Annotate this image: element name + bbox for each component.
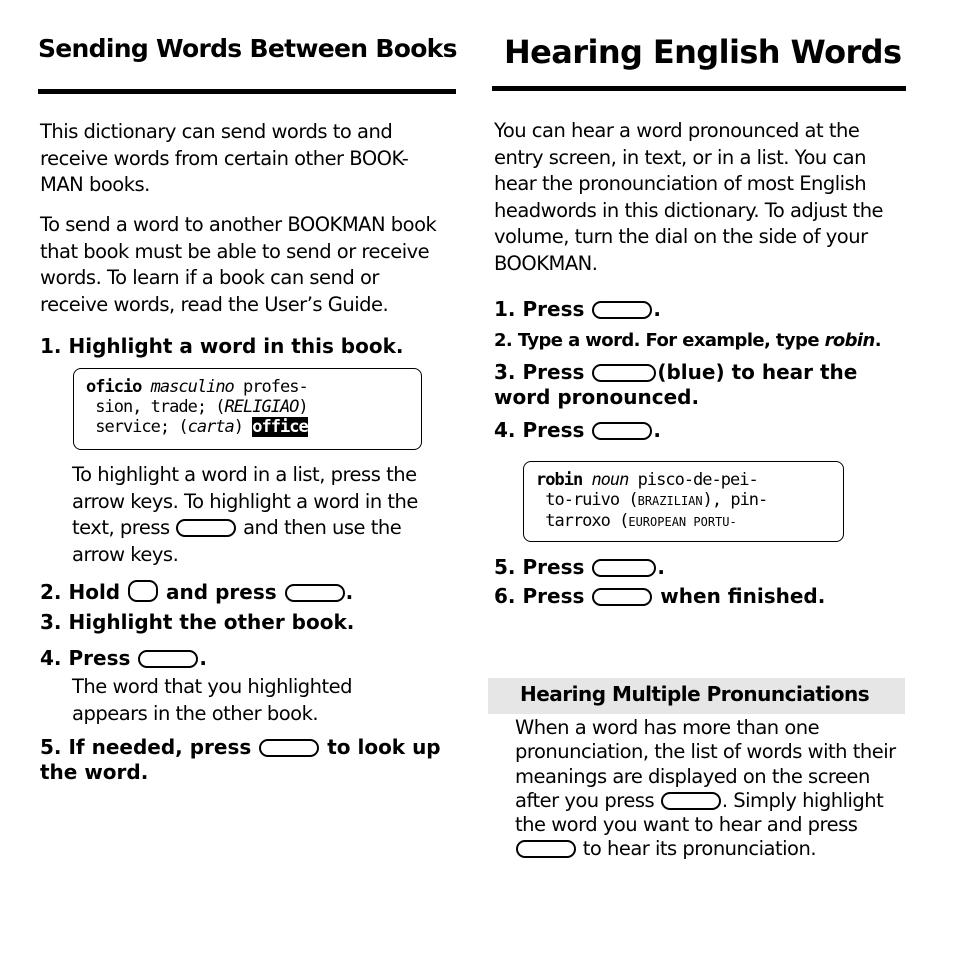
screen-label: BRAZILIAN [637, 494, 703, 508]
left-step-5 [40, 735, 458, 785]
step-text: . [874, 330, 881, 351]
screen-label: RELIGIAO [224, 397, 299, 417]
right-step-1 [494, 297, 661, 322]
screen-text: service; ( [86, 417, 188, 437]
step-text: . [657, 555, 665, 579]
blue-key-icon [592, 559, 656, 577]
left-step-3: 3. Highlight the other book. [40, 610, 355, 634]
send-key-icon [285, 584, 345, 602]
modifier-key-icon [128, 580, 158, 602]
enter-key-icon [592, 422, 652, 440]
device-screen-robin [523, 461, 844, 542]
step-text: 5. Press [494, 555, 592, 579]
right-intro-paragraph: You can hear a word pronounced at the entry screen, in text, or in a list. You can hear the pronounciation of most English headwords in this dictionary. To adjust the volume, turn the dial on the side of your BOOKMAN. [494, 119, 884, 275]
multiple-pronunciations-subheading-bar [488, 678, 905, 714]
left-step-4 [40, 646, 207, 671]
speaker-key-icon [592, 301, 652, 319]
multiple-pronunciations-subheading: Hearing Multiple Pronunciations [520, 682, 870, 706]
screen-label: carta [187, 417, 234, 437]
enter-key-icon [138, 650, 198, 668]
screen-part-of-speech: noun [591, 470, 629, 490]
right-heading-rule [492, 86, 906, 91]
step-text: 4. Press [494, 418, 592, 442]
step-text: . [653, 418, 661, 442]
screen-text: profes- [233, 377, 308, 397]
screen-text: to-ruivo ( [536, 490, 638, 510]
left-intro-paragraph: This dictionary can send words to and receive words from certain other BOOK-MAN books. [40, 120, 409, 196]
hint-text: and then use the arrow keys. [72, 516, 402, 566]
left-highlight-hint [72, 462, 456, 568]
step-text: and press [159, 580, 284, 604]
blue-key-icon [516, 840, 576, 858]
right-step-6 [494, 584, 825, 609]
right-step-5 [494, 555, 665, 580]
screen-text: pisco-de-pei- [628, 470, 758, 490]
step-text: when finished. [653, 584, 826, 608]
step-text: . [199, 646, 207, 670]
left-requirement-paragraph: To send a word to another BOOKMAN book that book must be able to send or receive words. To learn if a book can send or receive words, read the User’s Guide. [40, 213, 437, 316]
step-text: (blue) to hear the word pronounced. [494, 360, 858, 409]
step-text: . [345, 580, 354, 604]
screen-highlighted-word: office [252, 417, 308, 437]
screen-text: ) [233, 417, 253, 437]
step-text: Press [522, 360, 592, 384]
screen-text: ), pin- [702, 490, 768, 510]
screen-text: ) [298, 397, 308, 417]
step-text: 6. Press [494, 584, 592, 608]
multiple-pronunciations-paragraph [515, 716, 900, 862]
enter-key-icon [661, 792, 721, 810]
paragraph-text: When a word has more than one pronunciation, the list of words with their meanings are displayed on the screen after you press [515, 716, 896, 812]
right-step-3 [494, 360, 894, 410]
screen-headword: oficio [86, 377, 142, 397]
paragraph-text: . Simply highlight the word you want to hear and press [515, 788, 884, 837]
right-step-4 [494, 418, 661, 443]
step-text: If needed, press [68, 735, 259, 759]
paragraph-text: to hear its pronunciation. [577, 837, 817, 861]
step-text: 4. Press [40, 646, 138, 670]
step-text: 2. Hold [40, 580, 128, 604]
step-text: to look up the word. [40, 735, 441, 784]
screen-headword: robin [536, 470, 583, 490]
clear-key-icon [592, 588, 652, 606]
example-word: robin [824, 330, 875, 351]
enter-key-icon [259, 739, 319, 757]
enter-key-icon [176, 519, 236, 537]
screen-label: EUROPEAN PORTU- [628, 515, 737, 529]
step-number: 3. [494, 360, 516, 384]
left-step-1: 1. Highlight a word in this book. [40, 334, 404, 358]
step-text: 1. Press [494, 297, 592, 321]
screen-part-of-speech: masculino [150, 377, 234, 397]
device-screen-oficio [73, 368, 422, 450]
hint-text: To highlight a word in a list, press the arrow keys. To highlight a word in the text, press [72, 463, 418, 539]
step-text: . [653, 297, 661, 321]
step-text: 2. Type a word. For example, type [494, 330, 825, 351]
screen-text: sion, trade; ( [86, 397, 225, 417]
left-section-heading: Sending Words Between Books [38, 34, 457, 63]
left-step-2 [40, 580, 353, 605]
blue-key-icon [592, 364, 656, 382]
screen-text: tarroxo ( [536, 511, 629, 531]
left-step-4-note: The word that you highlighted appears in the other book. [72, 675, 353, 725]
step-number: 5. [40, 735, 62, 759]
right-step-2 [494, 328, 881, 353]
right-section-heading: Hearing English Words [504, 33, 902, 71]
left-heading-rule [38, 89, 456, 94]
